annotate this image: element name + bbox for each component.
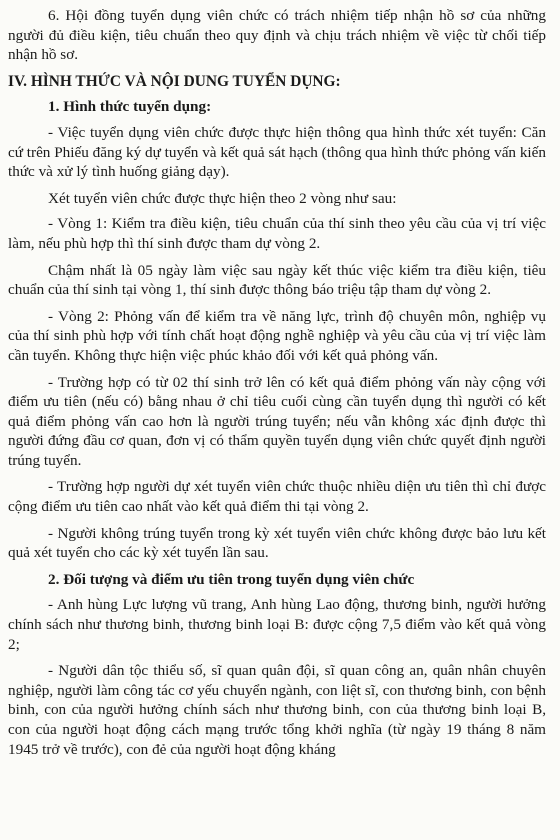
paragraph: - Anh hùng Lực lượng vũ trang, Anh hùng Lao động, thương binh, người hưởng chính sách như thương binh, thương binh loại B: được cộng 7,5 điểm vào kết quả vòng 2; bbox=[8, 596, 546, 653]
subsection-1-heading: 1. Hình thức tuyển dụng: bbox=[48, 98, 212, 116]
paragraph: - Người dân tộc thiểu số, sĩ quan quân đội, sĩ quan công an, quân nhân chuyên nghiệp, người làm công tác cơ yếu chuyển ngành, con liệt sĩ, con thương binh, con bệnh binh, con của người hưởng chính sách như thương binh, con của thương binh loại B, con của người hoạt động cách mạng trước tổng khởi nghĩa (từ ngày 19 tháng 8 năm 1945 trở về trước), con đẻ của người hoạt động kháng bbox=[8, 662, 546, 758]
subsection-2-heading: 2. Đối tượng và điểm ưu tiên trong tuyển dụng viên chức bbox=[48, 570, 415, 588]
paragraph: Chậm nhất là 05 ngày làm việc sau ngày kết thúc việc kiểm tra điều kiện, tiêu chuẩn của thí sinh tại vòng 1, thí sinh được thông báo triệu tập tham dự vòng 2. bbox=[8, 261, 546, 299]
paragraph: - Trường hợp có từ 02 thí sinh trở lên có kết quả điểm phỏng vấn này cộng với điểm ưu tiên (nếu có) bằng nhau ở chỉ tiêu cuối cùng cần tuyển dụng thì người có kết quả điểm phỏng vấn cao hơn là người trúng tuyển; nếu vẫn không xác định được thì người đứng đầu cơ quan, đơn vị có thẩm quyền tuyển dụng viên chức quyết định người trúng tuyển. bbox=[8, 373, 546, 469]
paragraph: - Việc tuyển dụng viên chức được thực hiện thông qua hình thức xét tuyển: Căn cứ trên Phiếu đăng ký dự tuyển và kết quả sát hạch (thông qua hình thức phỏng vấn kiến thức và xử lý tình huống giảng dạy). bbox=[8, 123, 546, 181]
paragraph: - Vòng 1: Kiểm tra điều kiện, tiêu chuẩn của thí sinh theo yêu cầu của vị trí việc làm, nếu phù hợp thì thí sinh được tham dự vòng 2. bbox=[8, 215, 546, 252]
paragraph: - Người không trúng tuyển trong kỳ xét tuyển viên chức không được bảo lưu kết quả xét tuyển cho các kỳ xét tuyển lần sau. bbox=[8, 524, 546, 562]
paragraph: - Vòng 2: Phỏng vấn để kiểm tra về năng lực, trình độ chuyên môn, nghiệp vụ của thí sinh phù hợp với tính chất hoạt động nghề nghiệp và yêu cầu của vị trí việc làm cần tuyển. Không thực hiện việc phúc khảo đối với kết quả phỏng vấn. bbox=[8, 307, 546, 364]
section-iv-heading: IV. HÌNH THỨC VÀ NỘI DUNG TUYỂN DỤNG: bbox=[8, 72, 341, 90]
paragraph: - Trường hợp người dự xét tuyển viên chức thuộc nhiều diện ưu tiên thì chỉ được cộng điểm ưu tiên cao nhất vào kết quả điểm thi tại vòng 2. bbox=[8, 478, 546, 516]
paragraph: Xét tuyển viên chức được thực hiện theo 2 vòng như sau: bbox=[48, 189, 397, 207]
paragraph-6: 6. Hội đồng tuyển dụng viên chức có trách nhiệm tiếp nhận hồ sơ của những người đủ điều kiện, tiêu chuẩn theo quy định và chịu trách nhiệm về việc từ chối tiếp nhận hồ sơ. bbox=[8, 7, 546, 64]
